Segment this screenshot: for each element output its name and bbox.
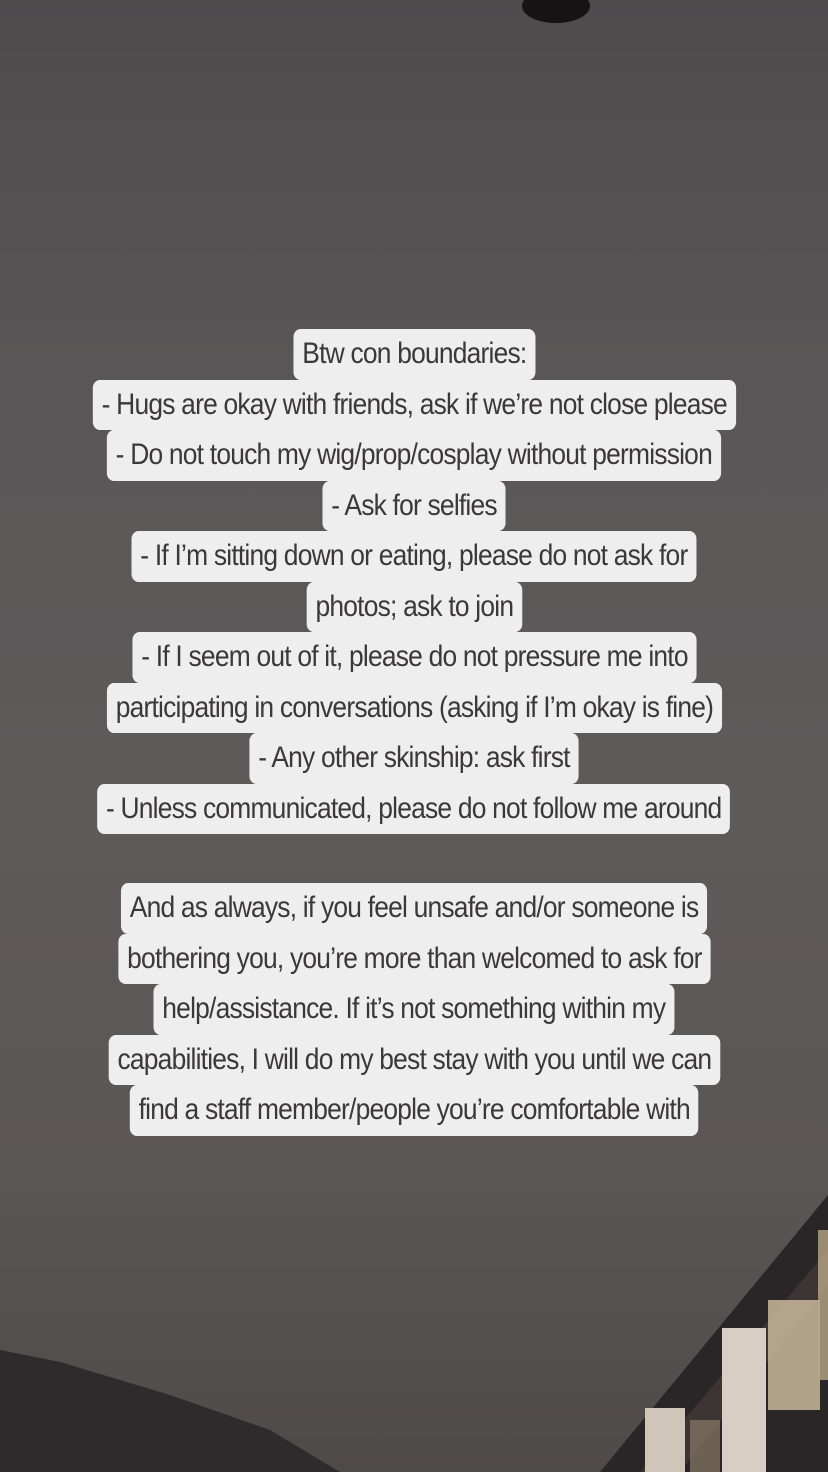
building-pillar bbox=[722, 1328, 766, 1472]
caption-line: - Ask for selfies bbox=[322, 481, 505, 532]
caption-line: And as always, if you feel unsafe and/or someone is bbox=[121, 883, 707, 934]
caption-line: bothering you, you’re more than welcomed to ask for bbox=[118, 934, 710, 985]
caption-line: find a staff member/people you’re comfortable with bbox=[130, 1085, 699, 1136]
caption-line: participating in conversations (asking if I’m okay is fine) bbox=[106, 683, 721, 734]
caption-line: Btw con boundaries: bbox=[293, 329, 535, 380]
caption-line: - If I’m sitting down or eating, please do not ask for bbox=[132, 531, 697, 582]
caption-line: - Any other skinship: ask first bbox=[249, 733, 578, 784]
caption-line: capabilities, I will do my best stay with you until we can bbox=[108, 1035, 719, 1086]
caption-line: - If I seem out of it, please do not pressure me into bbox=[132, 632, 696, 683]
top-dark-object bbox=[522, 0, 590, 23]
caption-line: - Do not touch my wig/prop/cosplay without permission bbox=[107, 430, 721, 481]
caption-line: help/assistance. If it’s not something within my bbox=[154, 984, 675, 1035]
caption-line: - Hugs are okay with friends, ask if we’re not close please bbox=[93, 380, 736, 431]
boundaries-caption bbox=[0, 329, 828, 834]
building-window bbox=[768, 1300, 820, 1410]
caption-line: photos; ask to join bbox=[306, 582, 521, 633]
roof-silhouette bbox=[0, 1350, 340, 1472]
safety-caption bbox=[0, 883, 828, 1136]
caption-line: - Unless communicated, please do not follow me around bbox=[97, 784, 730, 835]
